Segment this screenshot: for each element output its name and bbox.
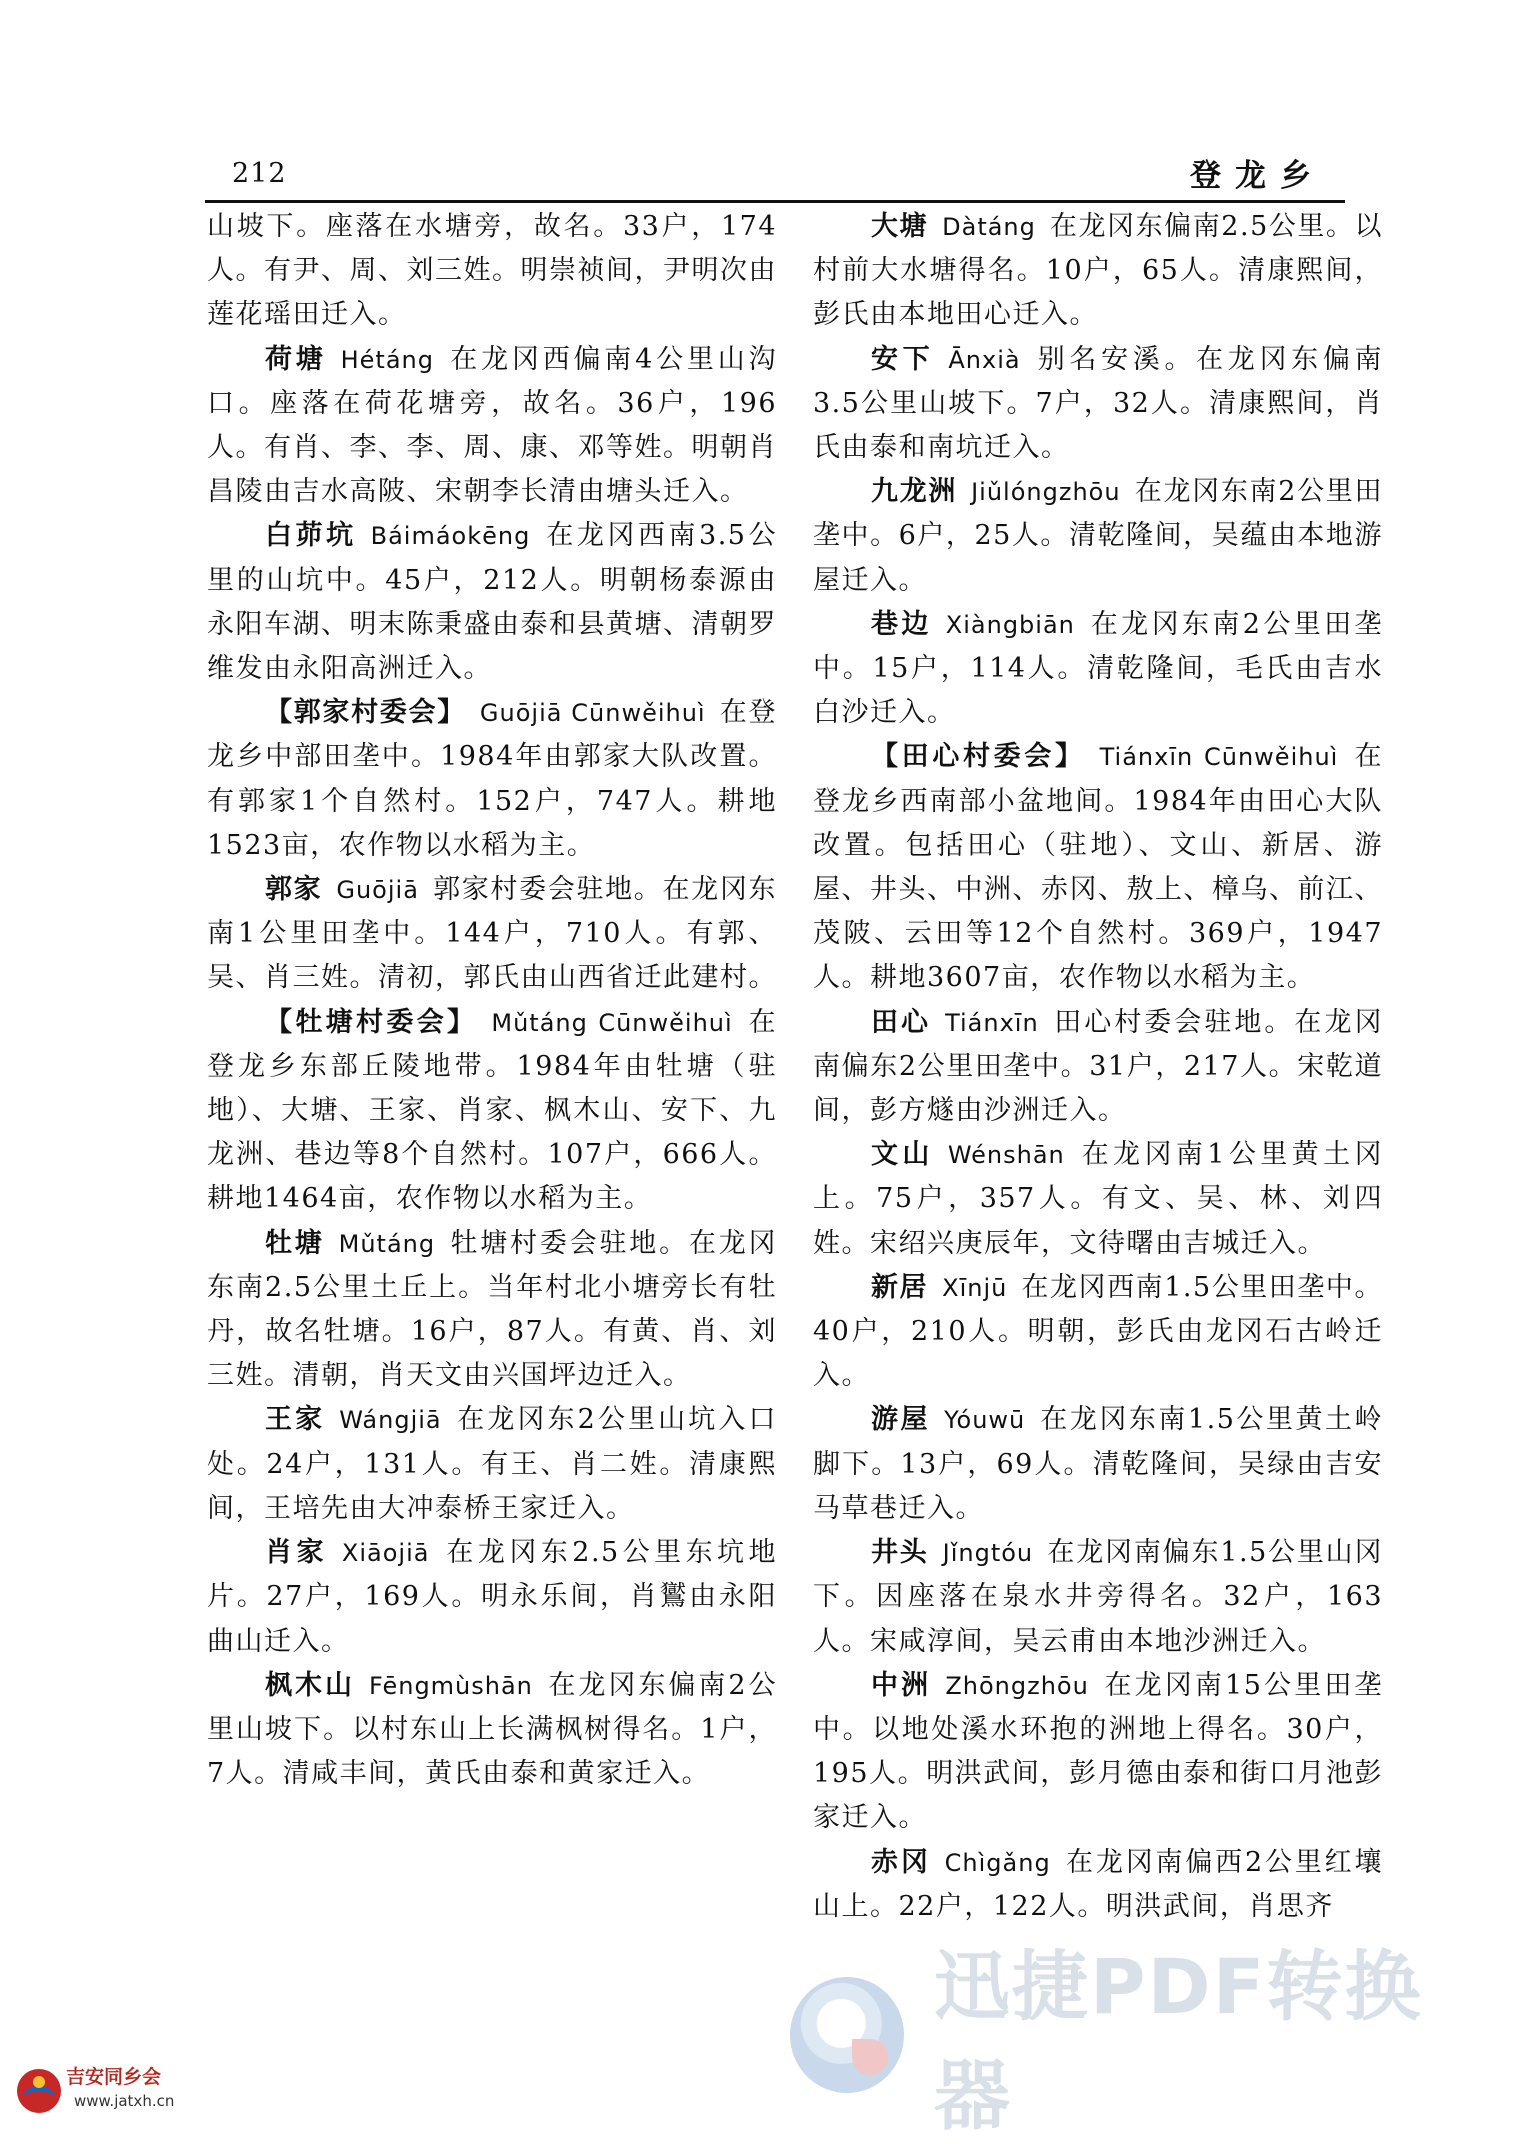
entry-text: 在龙冈东南2公里田垄中。15户，114人。清乾隆间，毛氏由吉水白沙迁入。: [813, 608, 1384, 729]
left-column: [207, 205, 777, 1796]
entry-text: 在龙冈东偏南2.5公里。以村前大水塘得名。10户，65人。清康熙间，彭氏由本地田心迁入。: [813, 211, 1383, 331]
entry: [813, 1841, 1383, 1929]
entry-head: 田心: [871, 1006, 932, 1038]
entry: [207, 1531, 777, 1664]
entry-head: 荷塘: [265, 343, 327, 375]
entry-head: 安下: [871, 343, 935, 375]
entry-pinyin: Chìgǎng: [944, 1848, 1051, 1877]
entry: [813, 1266, 1383, 1399]
entry: [207, 514, 777, 691]
entry-head: 游屋: [871, 1404, 931, 1436]
entry-text: 郭家村委会驻地。在龙冈东南1公里田垄中。144户，710人。有郭、吴、肖三姓。清初，郭氏由山西省迁此建村。: [207, 874, 778, 994]
entry-head: 巷边: [871, 608, 932, 640]
entry-text: 在龙冈西南1.5公里田垄中。40户，210人。明朝，彭氏由龙冈石古岭迁入。: [813, 1271, 1383, 1392]
entry: [207, 691, 777, 868]
entry-pinyin: Yóuwū: [944, 1406, 1026, 1435]
entry-text: 在登龙乡东部丘陵地带。1984年由牡塘（驻地）、大塘、王家、肖家、枫木山、安下、九龙洲、巷边等8个自然村。107户，666人。耕地1464亩，农作物以水稻为主。: [207, 1006, 777, 1215]
entry-pinyin: Xiāojiā: [341, 1539, 430, 1568]
entry-pinyin: Jǐngtóu: [942, 1539, 1034, 1568]
entry-head: 文山: [871, 1139, 934, 1171]
entry-text: 在龙冈南偏东1.5公里山冈下。因座落在泉水井旁得名。32户，163人。宋咸淳间，吴云甫由本地沙洲迁入。: [813, 1537, 1383, 1657]
entry-text: 山坡下。座落在水塘旁，故名。33户，174人。有尹、周、刘三姓。明崇祯间，尹明次由莲花瑶田迁入。: [207, 211, 777, 331]
entry: [813, 1001, 1383, 1134]
entry: [207, 338, 777, 515]
entry-text: 在龙冈南偏西2公里红壤山上。22户，122人。明洪武间，肖思齐: [813, 1846, 1384, 1922]
site-name: 吉安同乡会: [66, 2066, 162, 2088]
entry: [813, 1133, 1383, 1266]
entry-pinyin: Ānxià: [948, 345, 1021, 374]
entry-head: 【郭家村委会】: [265, 697, 466, 729]
entry-text: 在龙冈东南2公里田垄中。6户，25人。清乾隆间，吴蕴由本地游屋迁入。: [813, 476, 1383, 596]
entry-pinyin: Fēngmùshān: [368, 1671, 533, 1700]
header-rule: [205, 200, 1345, 203]
entry: [207, 1664, 777, 1797]
entry-head: 枫木山: [265, 1669, 355, 1701]
entry-head: 王家: [265, 1404, 326, 1436]
entry-pinyin: Guōjiā Cūnwěihuì: [479, 699, 706, 728]
entry-pinyin: Tiánxīn Cūnwěihuì: [1099, 743, 1339, 772]
entry: [813, 735, 1383, 1000]
watermark: [790, 1942, 1490, 2140]
entry-text: 在登龙乡西南部小盆地间。1984年由田心大队改置。包括田心（驻地）、文山、新居、游屋、井头、中洲、赤冈、敖上、樟乌、前江、茂陂、云田等12个自然村。369户，1947人。耕地3607亩，农作物以水稻为主。: [813, 741, 1384, 994]
entry-pinyin: Xīnjū: [942, 1273, 1008, 1302]
entry-text: 在龙冈南15公里田垄中。以地处溪水环抱的洲地上得名。30户，195人。明洪武间，彭月德由泰和街口月池彭家迁入。: [813, 1669, 1384, 1834]
entry: [207, 1398, 777, 1531]
entry-head: 井头: [871, 1537, 929, 1569]
entry: [813, 1664, 1383, 1841]
entry: [813, 338, 1383, 471]
site-url: www.jatxh.cn: [74, 2092, 175, 2110]
entry-text: 在龙冈西偏南4公里山沟口。座落在荷花塘旁，故名。36户，196人。有肖、李、李、周、康、邓等姓。明朝肖昌陵由吉水高陂、宋朝李长清由塘头迁入。: [207, 343, 777, 508]
entry-text: 别名安溪。在龙冈东偏南3.5公里山坡下。7户，32人。清康熙间，肖氏由泰和南坑迁入。: [813, 343, 1384, 464]
entry-text: 在龙冈西南3.5公里的山坑中。45户，212人。明朝杨泰源由永阳车湖、明末陈秉盛由泰和县黄塘、清朝罗维发由永阳高洲迁入。: [207, 520, 777, 685]
entry-text: 在登龙乡中部田垄中。1984年由郭家大队改置。有郭家1个自然村。152户，747人。耕地1523亩，农作物以水稻为主。: [207, 697, 778, 861]
entry-pinyin: Wénshān: [947, 1141, 1065, 1170]
entry-head: 【田心村委会】: [871, 741, 1086, 773]
entry-pinyin: Tiánxīn: [945, 1008, 1039, 1037]
entry-text: 在龙冈东南1.5公里黄土岭脚下。13户，69人。清乾隆间，吴绿由吉安马草巷迁入。: [813, 1404, 1383, 1524]
entry-head: 牡塘: [265, 1227, 325, 1259]
entry-pinyin: Wángjiā: [339, 1406, 442, 1435]
entry-head: 【牡塘村委会】: [265, 1006, 478, 1038]
entry-pinyin: Mǔtáng: [338, 1229, 436, 1258]
entry-text: 在龙冈南1公里黄土冈上。75户，357人。有文、吴、林、刘四姓。宋绍兴庚辰年，文待曙由吉城迁入。: [813, 1139, 1383, 1259]
entry-text: 在龙冈东2公里山坑入口处。24户，131人。有王、肖二姓。清康熙间，王培先由大冲泰桥王家迁入。: [207, 1404, 777, 1524]
entry-text: 在龙冈东2.5公里东坑地片。27户，169人。明永乐间，肖鸑由永阳曲山迁入。: [207, 1537, 777, 1657]
entry-head: 大塘: [871, 211, 929, 242]
entry: [813, 205, 1383, 338]
entry-text: 在龙冈东偏南2公里山坡下。以村东山上长满枫树得名。1户，7人。清咸丰间，黄氏由泰和黄家迁入。: [207, 1669, 777, 1790]
converter-logo-icon: [790, 1977, 904, 2093]
right-column: [813, 205, 1383, 1929]
entry: [813, 1531, 1383, 1664]
entry: [813, 603, 1383, 736]
entry: [207, 1001, 777, 1222]
running-header: 登龙乡: [1190, 158, 1325, 194]
entry-head: 白茆坑: [265, 520, 357, 552]
entry-pinyin: Báimáokēng: [370, 522, 531, 551]
entry-pinyin: Hétáng: [340, 345, 434, 374]
entry-pinyin: Xiàngbiān: [945, 610, 1075, 639]
entry-text: 田心村委会驻地。在龙冈南偏东2公里田垄中。31户，217人。宋乾道间，彭方燧由沙洲迁入。: [813, 1006, 1383, 1127]
entry-pinyin: Guōjiā: [336, 876, 419, 905]
entry-pinyin: Mǔtáng Cūnwěihuì: [491, 1008, 733, 1037]
entry: [813, 470, 1383, 603]
entry-pinyin: Zhōngzhōu: [945, 1671, 1089, 1700]
site-logo: [8, 2058, 188, 2118]
watermark-text: 迅捷PDF转换器: [933, 1942, 1423, 2140]
entry-text: 牡塘村委会驻地。在龙冈东南2.5公里土丘上。当年村北小塘旁长有牡丹，故名牡塘。16户，87人。有黄、肖、刘三姓。清朝，肖天文由兴国坪边迁入。: [207, 1227, 778, 1392]
emblem-icon: [12, 2062, 66, 2116]
entry-pinyin: Dàtáng: [942, 213, 1036, 241]
entry: [813, 1398, 1383, 1531]
entry-head: 中洲: [871, 1669, 932, 1701]
entry: [207, 868, 777, 1001]
entry-head: 赤冈: [871, 1846, 931, 1878]
entry-head: 新居: [871, 1271, 929, 1303]
entry-head: 郭家: [265, 874, 323, 906]
entry: [207, 205, 777, 338]
entry-head: 九龙洲: [871, 476, 958, 508]
entry-head: 肖家: [265, 1537, 328, 1569]
entry: [207, 1222, 777, 1399]
entry-pinyin: Jiǔlóngzhōu: [971, 478, 1121, 507]
page-number: 212: [232, 158, 287, 189]
